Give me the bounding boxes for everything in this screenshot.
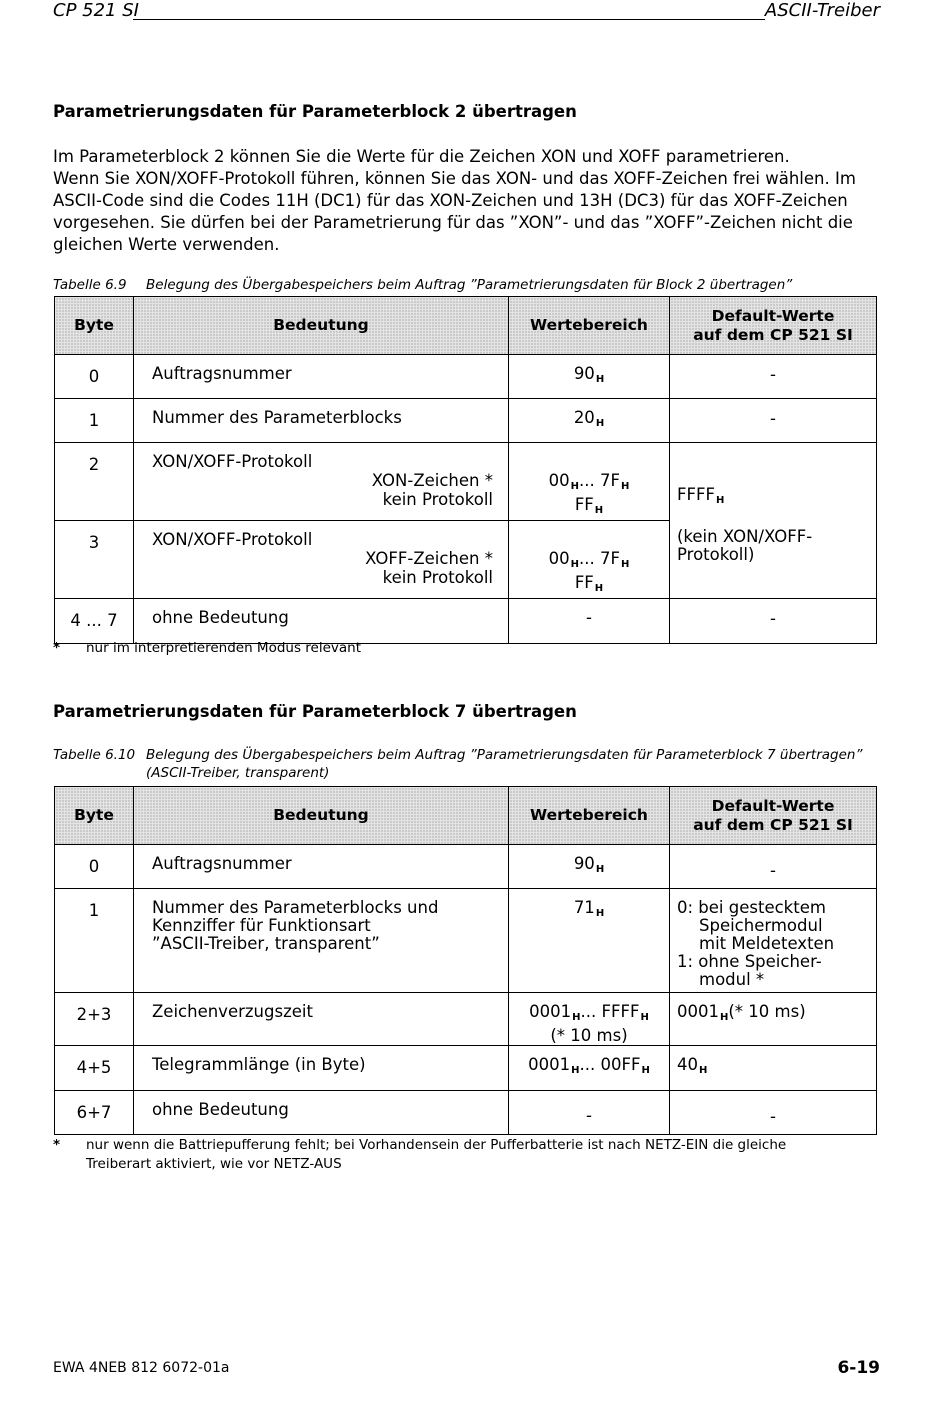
default-line: Speichermodul	[699, 916, 823, 935]
cell-wert: -	[509, 599, 670, 644]
hex-suffix: H	[570, 481, 580, 492]
cell-byte: 3	[55, 521, 134, 599]
table-row	[55, 889, 877, 993]
col-header-bedeutung: Bedeutung	[134, 787, 509, 845]
value-start: 00	[548, 471, 570, 490]
cell-byte: 2+3	[55, 993, 134, 1046]
header-device: CP 521 SI	[53, 0, 139, 21]
table-header-row	[55, 297, 877, 355]
table1-footnote	[53, 640, 361, 656]
cell-wert	[509, 1046, 670, 1091]
hex-suffix: H	[594, 583, 604, 594]
footnote-text: nur wenn die Battriepufferung fehlt; bei Vorhandensein der Pufferbatterie ist nach NETZ-EIN die gleiche Treiberart aktiviert, wie vor NETZ-AUS	[86, 1137, 787, 1172]
table-row	[55, 993, 877, 1046]
value: FFFF	[677, 485, 715, 504]
cell-bedeutung	[134, 521, 509, 599]
value-alt	[509, 574, 669, 598]
cell-default	[670, 993, 877, 1046]
col-header-byte: Byte	[55, 297, 134, 355]
value-range	[509, 472, 669, 496]
value: FF	[574, 573, 594, 592]
hex-suffix: H	[572, 1012, 581, 1023]
hex-suffix: H	[720, 1012, 729, 1023]
hex-suffix: H	[620, 559, 630, 570]
cell-byte: 1	[55, 399, 134, 443]
caption-continuation: (ASCII-Treiber, transparent)	[146, 765, 330, 781]
cell-default: -	[670, 1091, 877, 1135]
caption-text: Belegung des Übergabespeichers beim Auftrag ”Parametrierungsdaten für Parameterblock 7 übertragen”	[146, 747, 863, 763]
section1-paragraph	[53, 146, 891, 256]
footer-page-number: 6-19	[837, 1358, 880, 1378]
table-row	[55, 1091, 877, 1135]
cell-bedeutung: Nummer des Parameterblocks	[134, 399, 509, 443]
hex-suffix: H	[595, 374, 605, 385]
value: 40	[677, 1055, 698, 1074]
value-unit: (* 10 ms)	[550, 1026, 628, 1045]
cell-byte: 0	[55, 355, 134, 399]
cell-default: -	[670, 599, 877, 644]
cell-byte: 4 ... 7	[55, 599, 134, 644]
cell-bedeutung: Auftragsnummer	[134, 355, 509, 399]
value-alt	[509, 496, 669, 520]
default-value	[677, 486, 876, 510]
paragraph-line: gleichen Werte verwenden.	[53, 235, 280, 254]
default-line: 1: ohne Speicher-	[677, 952, 822, 971]
table2-footnote	[53, 1136, 853, 1174]
col-header-default-line1: Default-Werte	[711, 796, 835, 815]
default-note-line2: Protokoll)	[677, 545, 755, 564]
cell-bedeutung: Zeichenverzugszeit	[134, 993, 509, 1046]
hex-suffix: H	[595, 418, 605, 429]
cell-bedeutung: Auftragsnummer	[134, 845, 509, 889]
table-6-9	[54, 296, 877, 644]
hex-suffix: H	[570, 559, 580, 570]
table-row	[55, 845, 877, 889]
hex-suffix: H	[699, 1065, 708, 1076]
cell-wert	[509, 355, 670, 399]
section2-heading: Parametrierungsdaten für Parameterblock 7 übertragen	[53, 702, 577, 721]
paragraph-line: Wenn Sie XON/XOFF-Protokoll führen, können Sie das XON- und das XOFF-Zeichen frei wählen. Im	[53, 169, 856, 188]
bedeutung-line: ”ASCII-Treiber, transparent”	[152, 934, 380, 953]
hex-suffix: H	[571, 1065, 580, 1076]
cell-wert	[509, 521, 670, 599]
cell-byte: 1	[55, 889, 134, 993]
section1-heading: Parametrierungsdaten für Parameterblock 2 übertragen	[53, 102, 577, 121]
paragraph-line: ASCII-Code sind die Codes 11H (DC1) für das XON-Zeichen und 13H (DC3) für das XOFF-Zeichen	[53, 191, 848, 210]
bedeutung-line: Kennziffer für Funktionsart	[152, 916, 371, 935]
value-start: 0001	[528, 1055, 571, 1074]
footnote-marker: *	[53, 1137, 61, 1153]
header-rule	[133, 19, 765, 20]
cell-wert: -	[509, 1091, 670, 1135]
col-header-default	[670, 297, 877, 355]
value-end: ... FFFF	[580, 1002, 640, 1021]
cell-bedeutung	[134, 889, 509, 993]
table-row	[55, 443, 877, 521]
caption-text: Belegung des Übergabespeichers beim Auftrag ”Parametrierungsdaten für Block 2 übertragen”	[146, 277, 793, 293]
default-line: 0: bei gestecktem	[677, 898, 826, 917]
cell-wert	[509, 399, 670, 443]
col-header-wertebereich: Wertebereich	[509, 297, 670, 355]
table-row	[55, 399, 877, 443]
value-range	[509, 550, 669, 574]
table1-caption	[53, 276, 893, 294]
default-note-line1: (kein XON/XOFF-	[677, 527, 813, 546]
cell-wert	[509, 845, 670, 889]
paragraph-line: vorgesehen. Sie dürfen bei der Parametrierung für das ”XON”- und das ”XOFF”-Zeichen nicht die	[53, 213, 853, 232]
value-start: 00	[548, 549, 570, 568]
value: 20	[573, 408, 595, 427]
bedeutung-sub1: XON-Zeichen *	[371, 471, 493, 490]
cell-byte: 6+7	[55, 1091, 134, 1135]
hex-suffix: H	[595, 908, 605, 919]
hex-suffix: H	[640, 1012, 649, 1023]
value-range	[509, 1003, 669, 1027]
hex-suffix: H	[595, 864, 605, 875]
hex-suffix: H	[620, 481, 630, 492]
table-row	[55, 1046, 877, 1091]
value-end: ... 7F	[579, 549, 620, 568]
cell-byte: 2	[55, 443, 134, 521]
footnote-marker: *	[53, 640, 61, 656]
caption-number: Tabelle 6.9	[53, 277, 127, 293]
footnote-text: nur im interpretierenden Modus relevant	[86, 640, 362, 656]
value: FF	[574, 495, 594, 514]
col-header-default-line2: auf dem CP 521 SI	[693, 325, 853, 344]
cell-bedeutung: ohne Bedeutung	[134, 1091, 509, 1135]
col-header-wertebereich: Wertebereich	[509, 787, 670, 845]
table-6-10	[54, 786, 877, 1135]
value-start: 0001	[529, 1002, 572, 1021]
value: 90	[573, 854, 595, 873]
cell-byte: 0	[55, 845, 134, 889]
table-row	[55, 599, 877, 644]
paragraph-line: Im Parameterblock 2 können Sie die Werte für die Zeichen XON und XOFF parametrieren.	[53, 147, 790, 166]
value: 90	[573, 364, 595, 383]
caption-number: Tabelle 6.10	[53, 747, 136, 763]
hex-suffix: H	[715, 495, 725, 506]
header-chapter: ASCII-Treiber	[764, 0, 880, 21]
value-unit: (* 10 ms)	[728, 1002, 806, 1021]
cell-default-merged	[670, 443, 877, 599]
cell-default: -	[670, 355, 877, 399]
cell-wert	[509, 993, 670, 1046]
cell-default	[670, 889, 877, 993]
default-line: modul *	[699, 970, 765, 989]
col-header-default-line1: Default-Werte	[711, 306, 835, 325]
bedeutung-sub2: kein Protokoll	[382, 490, 493, 509]
bedeutung-sub1: XOFF-Zeichen *	[365, 549, 493, 568]
bedeutung-line: Nummer des Parameterblocks und	[152, 898, 439, 917]
cell-default	[670, 1046, 877, 1091]
cell-wert	[509, 443, 670, 521]
cell-default: -	[670, 845, 877, 889]
hex-suffix: H	[594, 505, 604, 516]
value-end: ... 7F	[579, 471, 620, 490]
table-header-row	[55, 787, 877, 845]
bedeutung-sub2: kein Protokoll	[382, 568, 493, 587]
col-header-bedeutung: Bedeutung	[134, 297, 509, 355]
col-header-default-line2: auf dem CP 521 SI	[693, 815, 853, 834]
table2-caption	[53, 746, 893, 782]
bedeutung-main: XON/XOFF-Protokoll	[152, 452, 313, 471]
cell-byte: 4+5	[55, 1046, 134, 1091]
cell-bedeutung: Telegrammlänge (in Byte)	[134, 1046, 509, 1091]
cell-bedeutung	[134, 443, 509, 521]
table-row	[55, 355, 877, 399]
cell-bedeutung: ohne Bedeutung	[134, 599, 509, 644]
cell-default: -	[670, 399, 877, 443]
hex-suffix: H	[641, 1065, 650, 1076]
footer-doc-id: EWA 4NEB 812 6072-01a	[53, 1360, 230, 1376]
bedeutung-main: XON/XOFF-Protokoll	[152, 530, 313, 549]
col-header-byte: Byte	[55, 787, 134, 845]
cell-wert	[509, 889, 670, 993]
col-header-default	[670, 787, 877, 845]
default-line: mit Meldetexten	[699, 934, 835, 953]
value: 71	[573, 898, 595, 917]
value: 0001	[677, 1002, 719, 1021]
value-end: ... 00FF	[579, 1055, 641, 1074]
